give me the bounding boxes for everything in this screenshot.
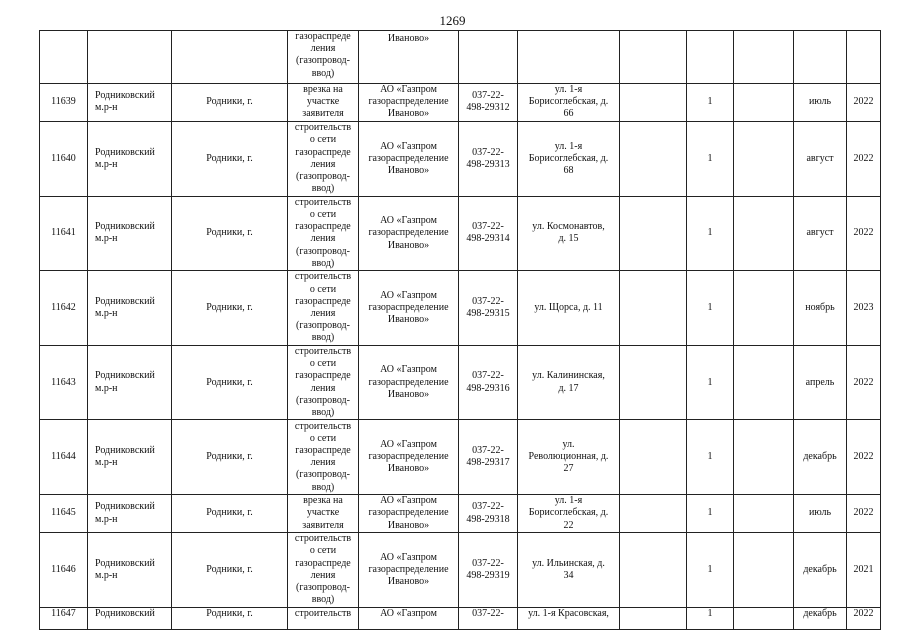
month-cell: ноябрь xyxy=(794,271,847,346)
district-cell: Родниковский м.р-н xyxy=(88,196,172,270)
quantity-cell: 1 xyxy=(687,83,734,121)
locality-cell: Родники, г. xyxy=(172,420,288,495)
year-cell: 2022 xyxy=(847,121,881,196)
month-cell: август xyxy=(794,121,847,196)
year-cell: 2023 xyxy=(847,271,881,346)
empty-cell xyxy=(734,532,794,607)
empty-cell xyxy=(620,196,687,270)
table-row xyxy=(40,495,881,533)
organization-cell: АО «Газпром газораспределение Иваново» xyxy=(359,420,459,495)
page-number: 1269 xyxy=(439,13,466,28)
month-cell: август xyxy=(794,196,847,270)
table-row xyxy=(40,121,881,196)
year-cell: 2022 xyxy=(847,196,881,270)
work-type-cell: строительств xyxy=(288,607,359,629)
row-id-cell: 11647 xyxy=(40,607,88,629)
empty-cell xyxy=(620,271,687,346)
district-cell: Родниковский м.р-н xyxy=(88,495,172,533)
locality-cell: Родники, г. xyxy=(172,607,288,629)
row-id-cell xyxy=(40,31,88,84)
contract-number-cell: 037-22- 498-29318 xyxy=(459,495,518,533)
locality-cell: Родники, г. xyxy=(172,121,288,196)
address-cell xyxy=(518,31,620,84)
contract-number-cell: 037-22- 498-29317 xyxy=(459,420,518,495)
organization-cell: АО «Газпром газораспределение Иваново» xyxy=(359,196,459,270)
locality-cell: Родники, г. xyxy=(172,196,288,270)
quantity-cell: 1 xyxy=(687,495,734,533)
table-row xyxy=(40,83,881,121)
table-row-continued xyxy=(40,31,881,84)
address-cell: ул. Щорса, д. 11 xyxy=(518,271,620,346)
quantity-cell: 1 xyxy=(687,196,734,270)
row-id-cell: 11640 xyxy=(40,121,88,196)
year-cell: 2022 xyxy=(847,83,881,121)
contract-number-cell: 037-22- 498-29314 xyxy=(459,196,518,270)
month-cell: декабрь xyxy=(794,420,847,495)
quantity-cell: 1 xyxy=(687,121,734,196)
work-type-cell: строительств о сети газораспреде ления (газопровод- ввод) xyxy=(288,532,359,607)
district-cell: Родниковский м.р-н xyxy=(88,83,172,121)
empty-cell xyxy=(734,121,794,196)
row-id-cell: 11641 xyxy=(40,196,88,270)
district-cell: Родниковский xyxy=(88,607,172,629)
district-cell: Родниковский м.р-н xyxy=(88,121,172,196)
empty-cell xyxy=(620,420,687,495)
month-cell: декабрь xyxy=(794,532,847,607)
work-type-cell: строительств о сети газораспреде ления (газопровод- ввод) xyxy=(288,346,359,420)
empty-cell xyxy=(620,83,687,121)
contract-number-cell: 037-22- 498-29312 xyxy=(459,83,518,121)
locality-cell xyxy=(172,31,288,84)
year-cell xyxy=(847,31,881,84)
locality-cell: Родники, г. xyxy=(172,83,288,121)
quantity-cell: 1 xyxy=(687,532,734,607)
contract-number-cell: 037-22- 498-29315 xyxy=(459,271,518,346)
empty-cell xyxy=(620,346,687,420)
organization-cell: АО «Газпром xyxy=(359,607,459,629)
organization-cell: АО «Газпром газораспределение Иваново» xyxy=(359,495,459,533)
table-row xyxy=(40,532,881,607)
organization-cell: АО «Газпром газораспределение Иваново» xyxy=(359,346,459,420)
quantity-cell: 1 xyxy=(687,607,734,629)
empty-cell xyxy=(734,420,794,495)
year-cell: 2022 xyxy=(847,607,881,629)
row-id-cell: 11644 xyxy=(40,420,88,495)
quantity-cell: 1 xyxy=(687,271,734,346)
work-type-cell: врезка на участке заявителя xyxy=(288,83,359,121)
locality-cell: Родники, г. xyxy=(172,346,288,420)
contract-number-cell: 037-22- 498-29316 xyxy=(459,346,518,420)
district-cell: Родниковский м.р-н xyxy=(88,271,172,346)
organization-cell: Иваново» xyxy=(359,31,459,84)
organization-cell: АО «Газпром газораспределение Иваново» xyxy=(359,271,459,346)
month-cell: июль xyxy=(794,495,847,533)
quantity-cell: 1 xyxy=(687,420,734,495)
work-type-cell: строительств о сети газораспреде ления (газопровод- ввод) xyxy=(288,196,359,270)
quantity-cell xyxy=(687,31,734,84)
contract-number-cell xyxy=(459,31,518,84)
year-cell: 2022 xyxy=(847,346,881,420)
address-cell: ул. 1-я Борисоглебская, д. 66 xyxy=(518,83,620,121)
contract-number-cell: 037-22- 498-29313 xyxy=(459,121,518,196)
table-row xyxy=(40,271,881,346)
year-cell: 2022 xyxy=(847,495,881,533)
empty-cell xyxy=(620,31,687,84)
row-id-cell: 11642 xyxy=(40,271,88,346)
table-row xyxy=(40,420,881,495)
empty-cell xyxy=(620,121,687,196)
work-type-cell: врезка на участке заявителя xyxy=(288,495,359,533)
row-id-cell: 11639 xyxy=(40,83,88,121)
work-type-cell: газораспреде ления (газопровод- ввод) xyxy=(288,31,359,84)
address-cell: ул. 1-я Красовская, xyxy=(518,607,620,629)
empty-cell xyxy=(734,196,794,270)
empty-cell xyxy=(734,607,794,629)
year-cell: 2022 xyxy=(847,420,881,495)
district-cell: Родниковский м.р-н xyxy=(88,346,172,420)
district-cell xyxy=(88,31,172,84)
table-row xyxy=(40,196,881,270)
contract-number-cell: 037-22- 498-29319 xyxy=(459,532,518,607)
year-cell: 2021 xyxy=(847,532,881,607)
row-id-cell: 11645 xyxy=(40,495,88,533)
empty-cell xyxy=(620,495,687,533)
district-cell: Родниковский м.р-н xyxy=(88,532,172,607)
address-cell: ул. Калининская, д. 17 xyxy=(518,346,620,420)
empty-cell xyxy=(620,607,687,629)
address-cell: ул. 1-я Борисоглебская, д. 68 xyxy=(518,121,620,196)
empty-cell xyxy=(734,495,794,533)
empty-cell xyxy=(734,271,794,346)
locality-cell: Родники, г. xyxy=(172,271,288,346)
work-type-cell: строительств о сети газораспреде ления (газопровод- ввод) xyxy=(288,121,359,196)
month-cell xyxy=(794,31,847,84)
address-cell: ул. Ильинская, д. 34 xyxy=(518,532,620,607)
contract-number-cell: 037-22- xyxy=(459,607,518,629)
locality-cell: Родники, г. xyxy=(172,532,288,607)
month-cell: июль xyxy=(794,83,847,121)
row-id-cell: 11643 xyxy=(40,346,88,420)
month-cell: декабрь xyxy=(794,607,847,629)
empty-cell xyxy=(620,532,687,607)
row-id-cell: 11646 xyxy=(40,532,88,607)
table-row xyxy=(40,346,881,420)
empty-cell xyxy=(734,83,794,121)
empty-cell xyxy=(734,31,794,84)
month-cell: апрель xyxy=(794,346,847,420)
register-table xyxy=(39,30,881,630)
organization-cell: АО «Газпром газораспределение Иваново» xyxy=(359,532,459,607)
work-type-cell: строительств о сети газораспреде ления (газопровод- ввод) xyxy=(288,420,359,495)
address-cell: ул. Космонавтов, д. 15 xyxy=(518,196,620,270)
empty-cell xyxy=(734,346,794,420)
district-cell: Родниковский м.р-н xyxy=(88,420,172,495)
address-cell: ул. 1-я Борисоглебская, д. 22 xyxy=(518,495,620,533)
address-cell: ул. Революционная, д. 27 xyxy=(518,420,620,495)
quantity-cell: 1 xyxy=(687,346,734,420)
locality-cell: Родники, г. xyxy=(172,495,288,533)
organization-cell: АО «Газпром газораспределение Иваново» xyxy=(359,83,459,121)
table-row xyxy=(40,607,881,629)
work-type-cell: строительств о сети газораспреде ления (газопровод- ввод) xyxy=(288,271,359,346)
organization-cell: АО «Газпром газораспределение Иваново» xyxy=(359,121,459,196)
